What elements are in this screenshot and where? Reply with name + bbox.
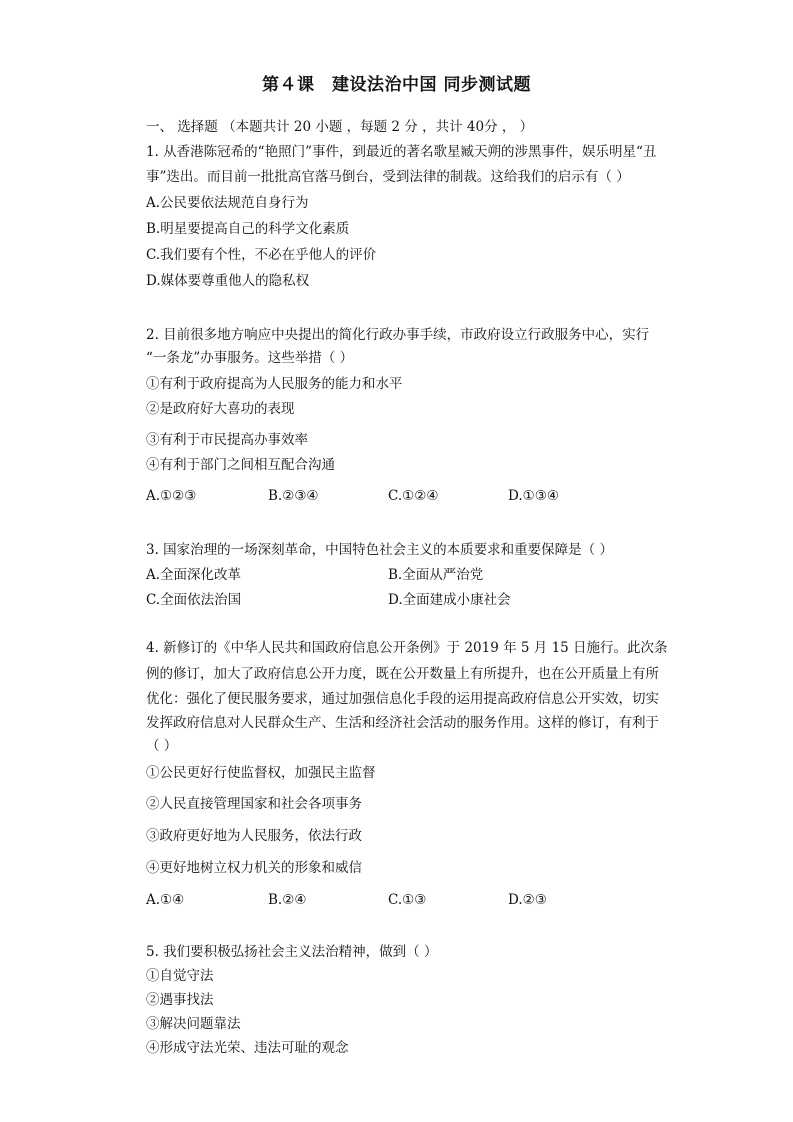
q4-option-a: A.①④ xyxy=(146,892,185,908)
q2-statement-4: ④有利于部门之间相互配合沟通 xyxy=(146,457,335,473)
q1-stem-line2: 事”迭出。而目前一批批高官落马倒台，受到法律的制裁。这给我们的启示有（ ） xyxy=(146,169,630,185)
q1-option-a: A.公民要依法规范自身行为 xyxy=(146,195,309,211)
q3-option-c: C.全面依法治国 xyxy=(146,592,242,608)
q4-stem-line2: 例的修订，加大了政府信息公开力度，既在公开数量上有所提升，也在公开质量上有所 xyxy=(146,666,659,682)
q2-option-a: A.①②③ xyxy=(146,488,197,504)
q2-option-b: B.②③④ xyxy=(268,488,319,504)
q1-option-b: B.明星要提高自己的科学文化素质 xyxy=(146,221,350,237)
q2-option-c: C.①②④ xyxy=(388,488,439,504)
q1-stem-line1: 1. 从香港陈冠希的“艳照门”事件，到最近的著名歌星臧天朔的涉黑事件，娱乐明星“丑 xyxy=(146,144,657,160)
q4-statement-3: ③政府更好地为人民服务，依法行政 xyxy=(146,828,362,844)
q3-option-a: A.全面深化改革 xyxy=(146,567,242,583)
q5-statement-2: ②遇事找法 xyxy=(146,992,214,1008)
q2-option-d: D.①③④ xyxy=(508,488,559,504)
q2-statement-1: ①有利于政府提高为人民服务的能力和水平 xyxy=(146,376,403,392)
q2-stem-line1: 2. 目前很多地方响应中央提出的简化行政办事手续，市政府设立行政服务中心，实行 xyxy=(146,327,650,343)
section-heading: 一、 选择题 （本题共计 20 小题 ，每题 2 分 ，共计 40分 ， ） xyxy=(146,119,534,135)
q2-statement-3: ③有利于市民提高办事效率 xyxy=(146,432,308,448)
q3-stem-line1: 3. 国家治理的一场深刻革命，中国特色社会主义的本质要求和重要保障是（ ） xyxy=(146,542,613,558)
q1-option-c: C.我们要有个性，不必在乎他人的评价 xyxy=(146,247,377,263)
q5-statement-4: ④形成守法光荣、违法可耻的观念 xyxy=(146,1040,349,1056)
page-title: 第４课 建设法治中国 同步测试题 xyxy=(262,75,531,95)
q4-stem-line5: （ ） xyxy=(146,738,178,754)
q4-stem-line4: 发挥政府信息对人民群众生产、生活和经济社会活动的服务作用。这样的修订，有利于 xyxy=(146,715,659,731)
q5-statement-1: ①自觉守法 xyxy=(146,968,214,984)
q5-stem-line1: 5. 我们要积极弘扬社会主义法治精神，做到（ ） xyxy=(146,944,438,960)
q5-statement-3: ③解决问题靠法 xyxy=(146,1016,241,1032)
q3-option-d: D.全面建成小康社会 xyxy=(388,592,511,608)
q2-stem-line2: “一条龙”办事服务。这些举措（ ） xyxy=(146,350,354,366)
q4-stem-line1: 4. 新修订的《中华人民共和国政府信息公开条例》于 2019 年 5 月 15 日施行。此次条 xyxy=(146,640,668,656)
q3-option-b: B.全面从严治党 xyxy=(388,567,484,583)
q4-option-d: D.②③ xyxy=(508,892,547,908)
q4-option-c: C.①③ xyxy=(388,892,427,908)
q4-option-b: B.②④ xyxy=(268,892,307,908)
q1-option-d: D.媒体要尊重他人的隐私权 xyxy=(146,273,310,289)
q4-stem-line3: 优化：强化了便民服务要求，通过加强信息化手段的运用提高政府信息公开实效，切实 xyxy=(146,691,659,707)
q2-statement-2: ②是政府好大喜功的表现 xyxy=(146,401,295,417)
q4-statement-4: ④更好地树立权力机关的形象和威信 xyxy=(146,860,362,876)
q4-statement-1: ①公民更好行使监督权，加强民主监督 xyxy=(146,765,376,781)
q4-statement-2: ②人民直接管理国家和社会各项事务 xyxy=(146,796,362,812)
